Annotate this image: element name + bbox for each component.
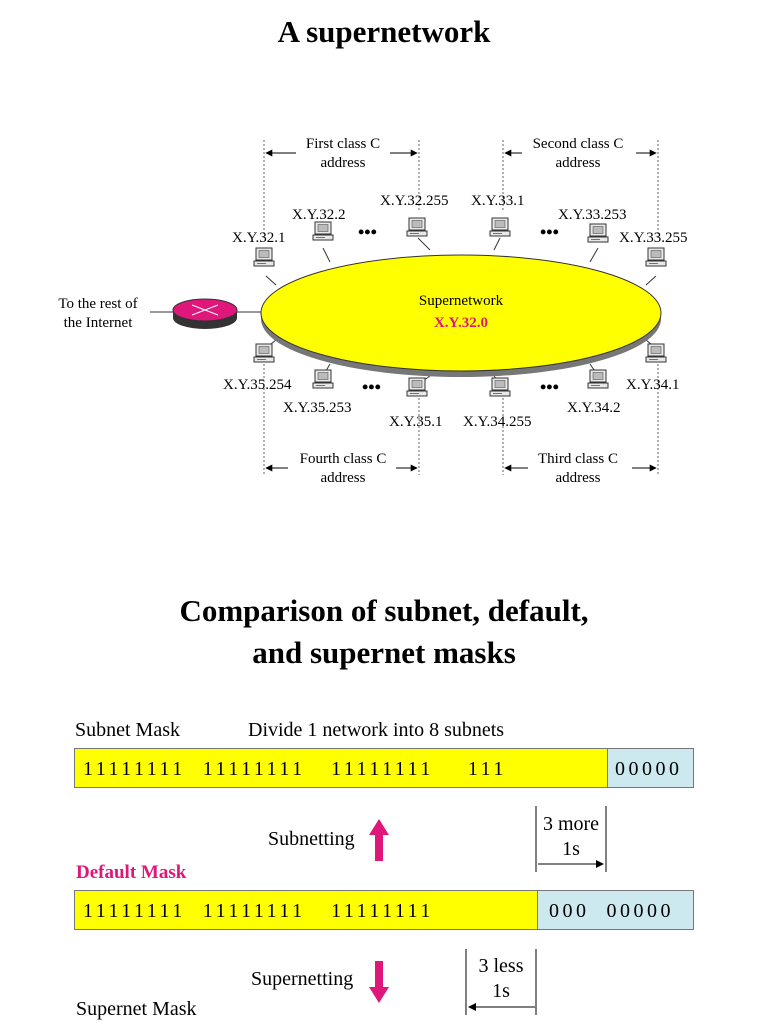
default-ones-bits: 11111111 11111111 11111111 bbox=[83, 900, 434, 922]
computer-icon bbox=[588, 224, 608, 242]
fourth-range-label-2: address bbox=[320, 470, 366, 486]
default-zeros-bits: 000 00000 bbox=[549, 900, 674, 922]
internet-label-2: the Internet bbox=[63, 315, 133, 331]
first-range-label: First class C bbox=[305, 136, 381, 152]
host-label: X.Y.33.253 bbox=[558, 207, 627, 223]
subnet-zeros-bits: 00000 bbox=[615, 758, 683, 780]
computer-icon bbox=[490, 218, 510, 236]
computer-icon bbox=[254, 344, 274, 362]
third-range-label-2: address bbox=[555, 470, 601, 486]
three-more-label bbox=[537, 812, 605, 862]
host-label: X.Y.33.1 bbox=[471, 193, 525, 209]
default-mask-zeros bbox=[537, 890, 694, 930]
three-more-line1: 3 more bbox=[542, 813, 600, 835]
supernetwork-ellipse bbox=[261, 255, 661, 371]
more-hosts-dots: ••• bbox=[540, 222, 559, 242]
three-more-line2: 1s bbox=[562, 838, 580, 860]
third-range-label: Third class C bbox=[538, 451, 618, 467]
host-label: X.Y.35.254 bbox=[223, 377, 292, 393]
supernetwork-diagram bbox=[0, 120, 768, 500]
computer-icon bbox=[490, 378, 510, 396]
second-range-label-2: address bbox=[555, 155, 601, 171]
default-mask-ones bbox=[74, 890, 538, 930]
computer-icon bbox=[313, 222, 333, 240]
host-label: X.Y.35.253 bbox=[283, 400, 352, 416]
host-label: X.Y.32.255 bbox=[380, 193, 449, 209]
subnet-mask-zeros bbox=[607, 748, 694, 788]
supernetwork-title: A supernetwork bbox=[277, 14, 491, 49]
supernetwork-address: X.Y.32.0 bbox=[433, 315, 489, 331]
computer-icon bbox=[646, 248, 666, 266]
host-label: X.Y.35.1 bbox=[389, 414, 443, 430]
subnet-mask-ones bbox=[74, 748, 608, 788]
internet-label: To the rest of bbox=[58, 296, 138, 312]
down-arrow-icon bbox=[368, 960, 390, 1004]
comparison-title bbox=[0, 590, 768, 674]
host-label: X.Y.32.2 bbox=[292, 207, 346, 223]
fourth-range-label: Fourth class C bbox=[299, 451, 387, 467]
computer-icon bbox=[313, 370, 333, 388]
three-less-label bbox=[467, 954, 535, 1004]
first-range-label-2: address bbox=[320, 155, 366, 171]
more-hosts-dots: ••• bbox=[362, 377, 381, 397]
host-label: X.Y.34.2 bbox=[567, 400, 621, 416]
computer-icon bbox=[407, 378, 427, 396]
computer-icon bbox=[646, 344, 666, 362]
more-hosts-dots: ••• bbox=[358, 222, 377, 242]
supernet-mask-label: Supernet Mask bbox=[76, 998, 197, 1020]
comparison-title-line2: and supernet masks bbox=[252, 635, 516, 670]
supernetting-label: Supernetting bbox=[251, 968, 354, 990]
subnet-ones-bits: 11111111 11111111 11111111 111 bbox=[83, 758, 507, 780]
router-icon bbox=[173, 299, 237, 329]
subnet-mask-label: Subnet Mask bbox=[75, 719, 180, 741]
host-label: X.Y.32.1 bbox=[232, 230, 286, 246]
host-label: X.Y.33.255 bbox=[619, 230, 688, 246]
subnet-description: Divide 1 network into 8 subnets bbox=[248, 719, 505, 741]
three-less-line2: 1s bbox=[492, 980, 510, 1002]
computer-icon bbox=[588, 370, 608, 388]
computer-icon bbox=[254, 248, 274, 266]
second-range-label: Second class C bbox=[532, 136, 624, 152]
host-label: X.Y.34.255 bbox=[463, 414, 532, 430]
computer-icon bbox=[407, 218, 427, 236]
up-arrow-icon bbox=[368, 818, 390, 862]
comparison-title-line1: Comparison of subnet, default, bbox=[179, 593, 589, 628]
more-hosts-dots: ••• bbox=[540, 377, 559, 397]
host-label: X.Y.34.1 bbox=[626, 377, 680, 393]
default-mask-label: Default Mask bbox=[76, 862, 187, 883]
three-less-line1: 3 less bbox=[478, 955, 524, 977]
supernetwork-label: Supernetwork bbox=[418, 293, 504, 309]
subnetting-label: Subnetting bbox=[268, 828, 355, 850]
